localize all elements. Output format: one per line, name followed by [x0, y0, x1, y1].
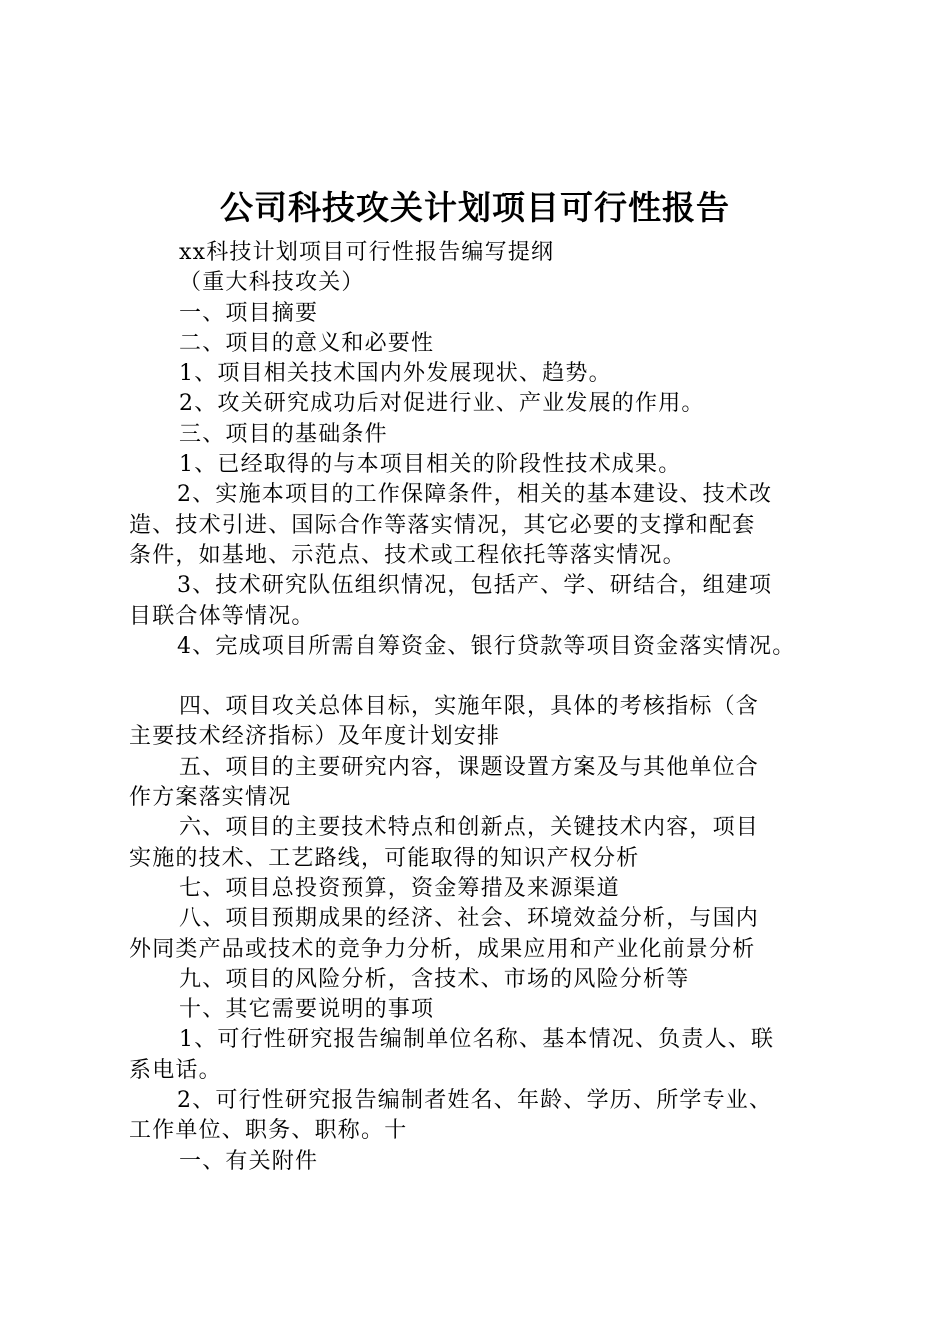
- subtitle-line: xx科技计划项目可行性报告编写提纲: [179, 240, 555, 265]
- section-heading: 七、项目总投资预算，资金筹措及来源渠道: [179, 875, 620, 901]
- paragraph-line: 八、项目预期成果的经济、社会、环境效益分析，与国内: [179, 906, 760, 932]
- document-title: 公司科技攻关计划项目可行性报告: [220, 188, 730, 227]
- paragraph-line: 四、项目攻关总体目标，实施年限，具体的考核指标（含: [179, 694, 760, 720]
- paragraph-line: 实施的技术、工艺路线，可能取得的知识产权分析: [129, 845, 640, 871]
- list-item: 2、攻关研究成功后对促进行业、产业发展的作用。: [179, 391, 705, 417]
- paragraph-line: 2、实施本项目的工作保障条件，相关的基本建设、技术改: [177, 482, 773, 508]
- paragraph-line: 造、技术引进、国际合作等落实情况，其它必要的支撑和配套: [129, 512, 756, 538]
- blank-line: [129, 662, 849, 692]
- paragraph-line: 外同类产品或技术的竞争力分析，成果应用和产业化前景分析: [129, 936, 756, 962]
- section-heading: 一、有关附件: [179, 1148, 319, 1174]
- paragraph-line: 六、项目的主要技术特点和创新点，关键技术内容，项目: [179, 815, 760, 841]
- paragraph-line: 作方案落实情况: [129, 785, 292, 811]
- section-heading: 九、项目的风险分析，含技术、市场的风险分析等: [179, 966, 690, 992]
- paragraph-line: 系电话。: [129, 1057, 222, 1083]
- paragraph-line: 2、可行性研究报告编制者姓名、年龄、学历、所学专业、: [177, 1088, 773, 1114]
- section-heading: 二、项目的意义和必要性: [179, 330, 435, 356]
- paragraph-line: 工作单位、职务、职称。十: [129, 1118, 408, 1144]
- paragraph-line: 五、项目的主要研究内容，课题设置方案及与其他单位合: [179, 754, 760, 780]
- list-item: 1、项目相关技术国内外发展现状、趋势。: [179, 361, 612, 387]
- subtitle-note: （重大科技攻关）: [179, 270, 365, 296]
- paragraph-line: 主要技术经济指标）及年度计划安排: [129, 724, 501, 750]
- section-heading: 三、项目的基础条件: [179, 421, 388, 447]
- paragraph-line: 1、可行性研究报告编制单位名称、基本情况、负责人、联: [179, 1027, 775, 1053]
- section-heading: 十、其它需要说明的事项: [179, 997, 435, 1023]
- paragraph-line: 4、完成项目所需自筹资金、银行贷款等项目资金落实情况。: [177, 633, 796, 659]
- section-heading: 一、项目摘要: [179, 300, 319, 326]
- paragraph-line: 条件，如基地、示范点、技术或工程依托等落实情况。: [129, 542, 686, 568]
- list-item: 1、已经取得的与本项目相关的阶段性技术成果。: [179, 452, 682, 478]
- document-body: [129, 238, 849, 1177]
- paragraph-line: 目联合体等情况。: [129, 603, 315, 629]
- paragraph-line: 3、技术研究队伍组织情况，包括产、学、研结合，组建项: [177, 573, 773, 599]
